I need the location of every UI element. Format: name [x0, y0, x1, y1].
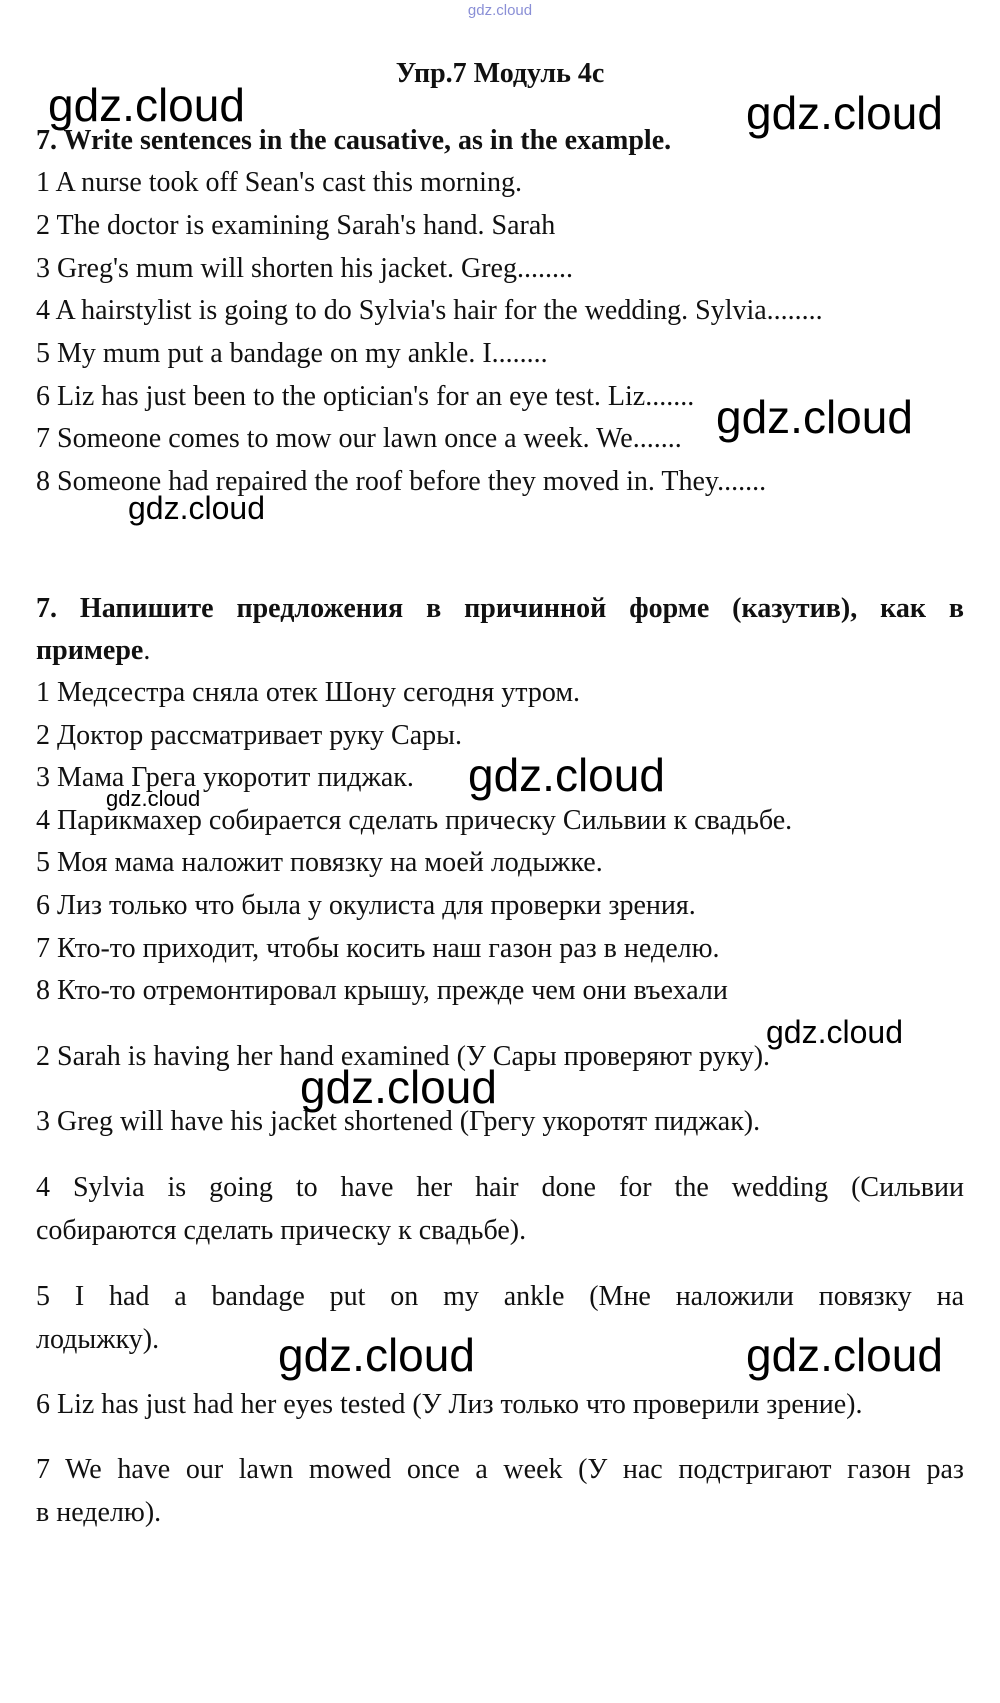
en-item-5: 5 My mum put a bandage on my ankle. I........ — [36, 338, 548, 369]
ru-item-8: 8 Кто-то отремонтировал крышу, прежде чем они въехали — [36, 975, 728, 1006]
answer-5-line2: лодыжку). — [36, 1324, 160, 1355]
ru-task-heading-word: примере — [36, 635, 144, 666]
ru-task-heading-period: . — [143, 635, 151, 666]
en-item-8: 8 Someone had repaired the roof before they moved in. They....... — [36, 466, 767, 497]
watermark: gdz.cloud — [278, 1329, 475, 1381]
watermark: gdz.cloud — [300, 1061, 497, 1113]
answer-5-line1: 5 I had a bandage put on my ankle (Мне наложили повязку на — [36, 1281, 964, 1312]
watermark: gdz.cloud — [128, 490, 265, 526]
en-item-3: 3 Greg's mum will shorten his jacket. Greg........ — [36, 253, 573, 284]
page-title: Упр.7 Модуль 4с — [395, 58, 605, 89]
watermark: gdz.cloud — [746, 1329, 943, 1381]
en-task-heading: 7. Write sentences in the causative, as in the example. — [36, 125, 672, 156]
answer-3: 3 Greg will have his jacket shortened (Грегу укоротят пиджак). — [36, 1106, 761, 1137]
ru-item-4: 4 Парикмахер собирается сделать прическу Сильвии к свадьбе. — [36, 805, 793, 836]
ru-task-heading-line1: 7. Напишите предложения в причинной форме (казутив), как в — [36, 593, 964, 624]
ru-item-6: 6 Лиз только что была у окулиста для проверки зрения. — [36, 890, 696, 921]
watermark: gdz.cloud — [716, 391, 913, 443]
ru-item-2: 2 Доктор рассматривает руку Сары. — [36, 720, 462, 751]
ru-item-5: 5 Моя мама наложит повязку на моей лодыжке. — [36, 847, 603, 878]
answer-7-line1: 7 We have our lawn mowed once a week (У нас подстригают газон раз — [36, 1454, 964, 1485]
watermark: gdz.cloud — [746, 87, 943, 139]
top-watermark: gdz.cloud — [467, 2, 533, 19]
watermark: gdz.cloud — [48, 79, 245, 131]
ru-item-7: 7 Кто-то приходит, чтобы косить наш газон раз в неделю. — [36, 933, 720, 964]
ru-item-3: 3 Мама Грега укоротит пиджак. — [36, 762, 414, 793]
en-item-4: 4 A hairstylist is going to do Sylvia's hair for the wedding. Sylvia........ — [36, 295, 823, 326]
watermark: gdz.cloud — [106, 786, 201, 811]
en-item-1: 1 A nurse took off Sean's cast this morning. — [36, 167, 522, 198]
ru-task-heading-line2 — [36, 634, 150, 668]
answer-6: 6 Liz has just had her eyes tested (У Лиз только что проверили зрение). — [36, 1389, 863, 1420]
en-item-6: 6 Liz has just been to the optician's for an eye test. Liz....... — [36, 381, 695, 412]
answer-4-line1: 4 Sylvia is going to have her hair done for the wedding (Сильвии — [36, 1172, 964, 1203]
watermark: gdz.cloud — [468, 749, 665, 801]
en-item-2: 2 The doctor is examining Sarah's hand. Sarah — [36, 210, 556, 241]
answer-7-line2: в неделю). — [36, 1497, 162, 1528]
answer-4-line2: собираются сделать прическу к свадьбе). — [36, 1215, 527, 1246]
watermark: gdz.cloud — [766, 1014, 903, 1050]
ru-item-1: 1 Медсестра сняла отек Шону сегодня утром. — [36, 677, 581, 708]
answer-2: 2 Sarah is having her hand examined (У Сары проверяют руку). — [36, 1041, 771, 1072]
en-item-7: 7 Someone comes to mow our lawn once a week. We....... — [36, 423, 682, 454]
